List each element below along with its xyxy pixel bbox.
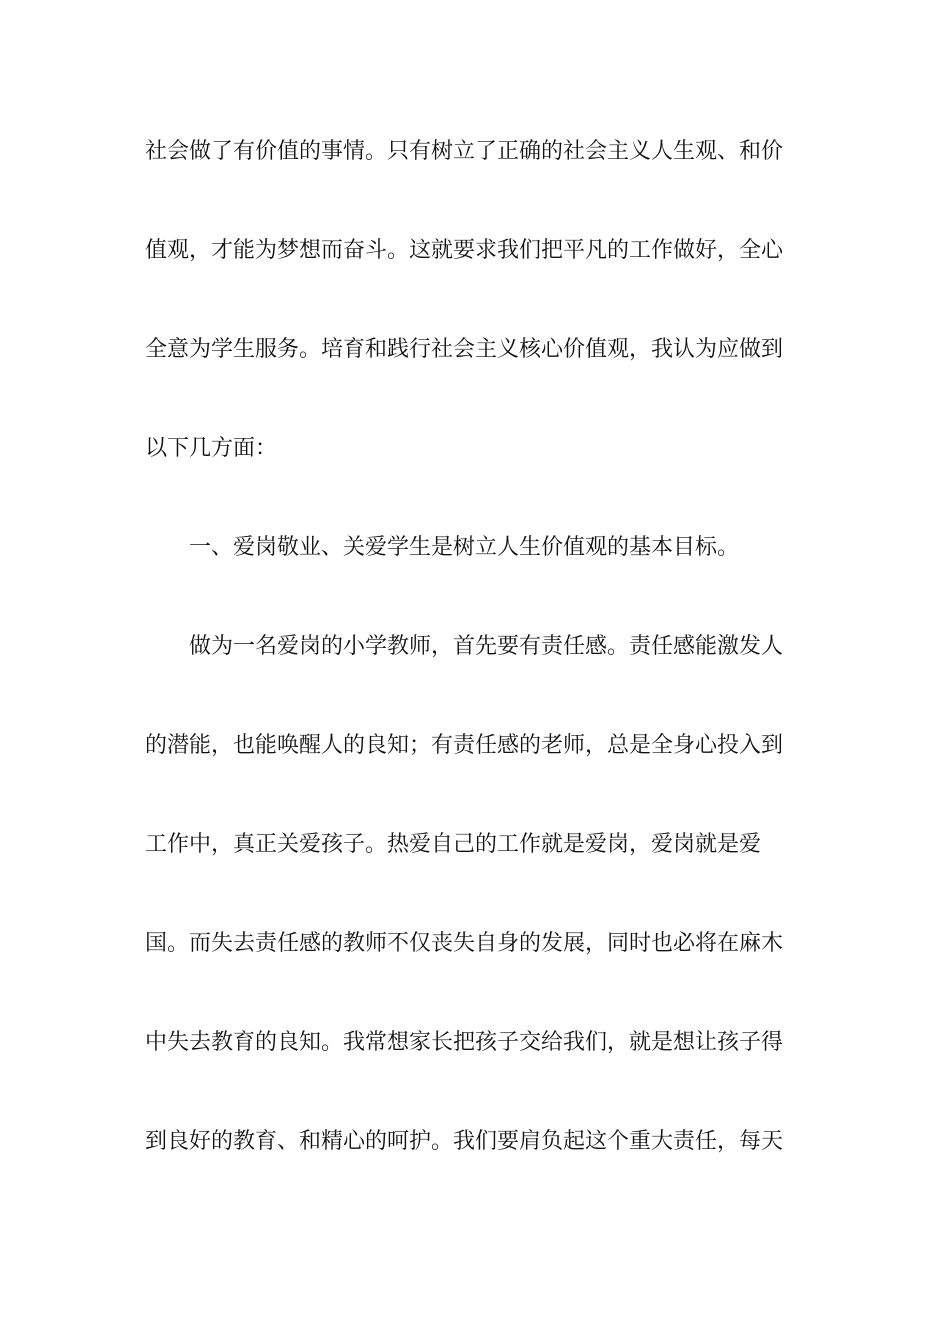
text-line-8: 工作中，真正关爱孩子。热爱自己的工作就是爱岗，爱岗就是爱 xyxy=(145,832,762,857)
text-line-11: 到良好的教育、和精心的呵护。我们要肩负起这个重大责任，每天 xyxy=(145,1129,784,1154)
text-line-7: 的潜能，也能唤醒人的良知；有责任感的老师，总是全身心投入到 xyxy=(145,733,784,758)
text-line-10: 中失去教育的良知。我常想家长把孩子交给我们，就是想让孩子得 xyxy=(145,1030,784,1055)
text-line-4: 以下几方面： xyxy=(145,436,278,461)
section-heading: 一、爱岗敬业、关爱学生是树立人生价值观的基本目标。 xyxy=(189,535,740,560)
text-line-3: 全意为学生服务。培育和践行社会主义核心价值观，我认为应做到 xyxy=(145,337,784,362)
text-line-9: 国。而失去责任感的教师不仅丧失自身的发展，同时也必将在麻木 xyxy=(145,931,784,956)
text-line-6: 做为一名爱岗的小学教师，首先要有责任感。责任感能激发人 xyxy=(189,634,784,659)
text-line-2: 值观，才能为梦想而奋斗。这就要求我们把平凡的工作做好，全心 xyxy=(145,238,784,263)
text-line-1: 社会做了有价值的事情。只有树立了正确的社会主义人生观、和价 xyxy=(145,139,784,164)
body-text xyxy=(145,129,805,1218)
